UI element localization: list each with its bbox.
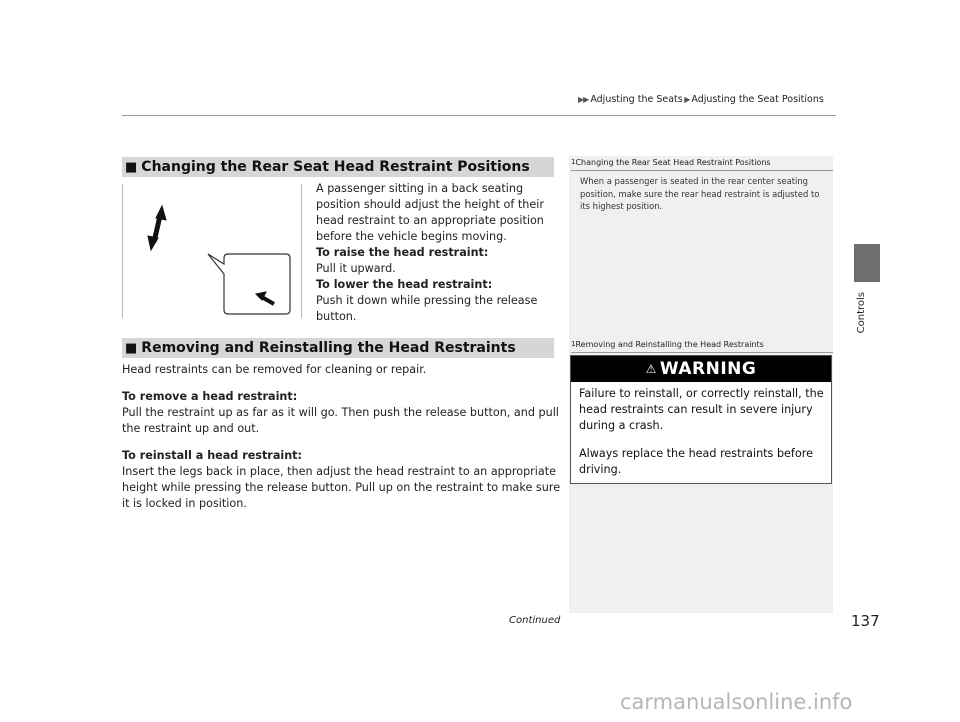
section-title: Removing and Reinstalling the Head Restraints	[141, 340, 516, 356]
callout-bubble	[208, 254, 290, 314]
continued-label: Continued	[509, 615, 561, 626]
note2-divider	[571, 352, 833, 353]
warning-text-1: Failure to reinstall, or correctly reinstall, the head restraints can result in severe injury during a crash.	[579, 387, 824, 432]
restraint-adjust-diagram	[122, 184, 302, 318]
breadcrumb-arrow-icon: ▶	[682, 95, 690, 104]
remove-label: To remove a head restraint:	[122, 390, 298, 403]
head-restraint-illustration	[122, 184, 302, 318]
section-title: Changing the Rear Seat Head Restraint Positions	[141, 159, 530, 175]
note2-title: 1Removing and Reinstalling the Head Restraints	[571, 340, 764, 349]
breadcrumb-item[interactable]: Adjusting the Seat Positions	[691, 94, 824, 105]
lower-label: To lower the head restraint:	[316, 278, 493, 291]
warning-body	[579, 386, 827, 490]
warning-heading: WARNING	[659, 359, 757, 379]
side-tab-label: Controls	[856, 292, 867, 334]
section-marker: ■	[125, 159, 138, 175]
raise-text: Pull it upward.	[316, 262, 396, 275]
lower-text: Push it down while pressing the release button.	[316, 294, 538, 323]
section-header-change-positions	[122, 157, 554, 177]
reinstall-label: To reinstall a head restraint:	[122, 449, 302, 462]
page-number: 137	[851, 612, 880, 630]
note1-divider	[571, 170, 833, 171]
reinstall-text: Insert the legs back in place, then adjust the head restraint to an appropriate height while pressing the release button. Pull up on the restraint to make sure it is locked in position.	[122, 465, 561, 510]
warning-triangle-icon: ⚠	[645, 362, 657, 376]
breadcrumb	[578, 94, 824, 105]
header-divider	[122, 115, 836, 116]
breadcrumb-arrow-icon: ▶▶	[578, 95, 589, 104]
warning-box	[570, 355, 832, 484]
note1-title: 1Changing the Rear Seat Head Restraint Positions	[571, 158, 771, 167]
breadcrumb-item[interactable]: Adjusting the Seats	[590, 94, 683, 105]
section2-intro: Head restraints can be removed for cleaning or repair.	[122, 363, 427, 376]
section2-body	[122, 362, 562, 512]
watermark: carmanualsonline.info	[620, 690, 853, 714]
remove-text: Pull the restraint up as far as it will go. Then push the release button, and pull the restraint up and out.	[122, 406, 559, 435]
note1-text: When a passenger is seated in the rear center seating position, make sure the rear head restraint is adjusted to its highest position.	[580, 176, 820, 211]
warning-header	[571, 356, 831, 382]
side-tab-marker	[854, 244, 880, 282]
section-header-remove-reinstall	[122, 338, 554, 358]
section1-intro: A passenger sitting in a back seating position should adjust the height of their head restraint to an appropriate position before the vehicle begins moving.	[316, 182, 544, 243]
up-down-arrow-icon	[148, 206, 166, 250]
section-marker: ■	[125, 340, 138, 356]
raise-label: To raise the head restraint:	[316, 246, 489, 259]
section1-body	[316, 181, 556, 325]
warning-text-2: Always replace the head restraints before driving.	[579, 447, 813, 476]
